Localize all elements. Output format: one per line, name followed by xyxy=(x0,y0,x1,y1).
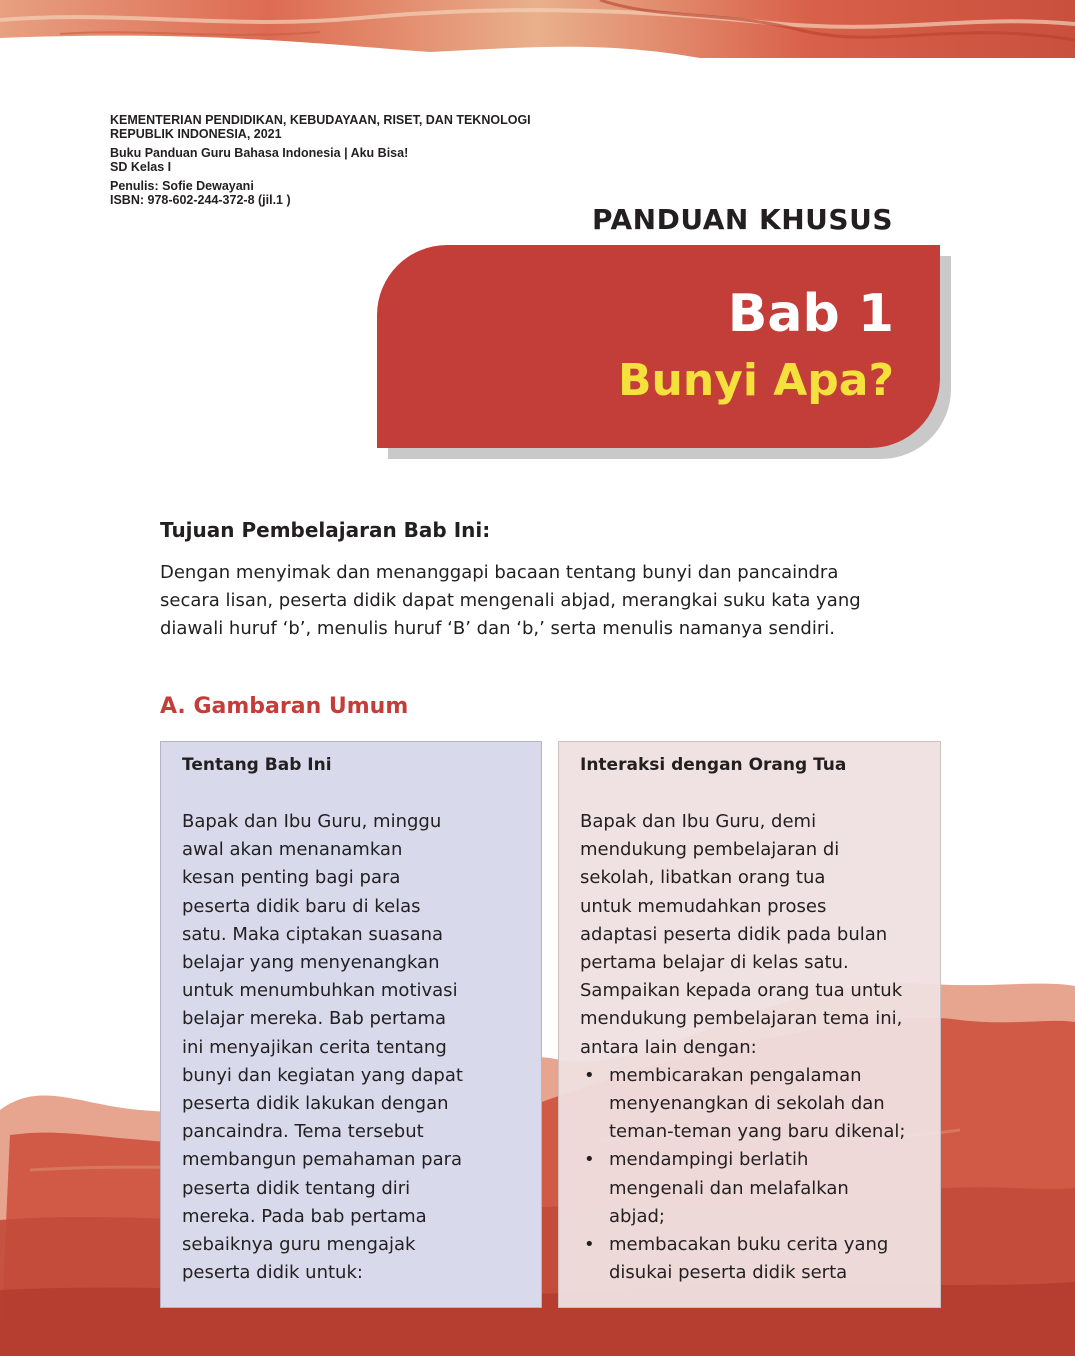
about-chapter-text xyxy=(182,808,463,1287)
learning-objectives-heading: Tujuan Pembelajaran Bab Ini: xyxy=(160,518,491,542)
parent-interaction-box xyxy=(558,741,941,1308)
text-line: adaptasi peserta didik pada bulan xyxy=(580,923,888,945)
parent-interaction-title: Interaksi dengan Orang Tua xyxy=(580,755,847,775)
chapter-title: Bunyi Apa? xyxy=(617,355,894,406)
top-decorative-band xyxy=(0,0,1075,58)
text-line: pancaindra. Tema tersebut xyxy=(182,1121,424,1143)
text-line: belajar mereka. Bab pertama xyxy=(182,1008,447,1030)
publication-info xyxy=(110,113,670,212)
guide-type-heading: PANDUAN KHUSUS xyxy=(592,203,893,236)
text-line: Bapak dan Ibu Guru, demi xyxy=(580,811,817,832)
objective-line: secara lisan, peserta didik dapat mengenali abjad, merangkai suku kata yang xyxy=(160,590,861,611)
text-line: abjad; xyxy=(609,1205,665,1227)
text-line: peserta didik untuk: xyxy=(182,1262,363,1284)
text-line: mendampingi berlatih xyxy=(609,1149,809,1171)
learning-objectives-text xyxy=(160,559,940,643)
text-line: mendukung pembelajaran di xyxy=(580,839,840,861)
text-line: pertama belajar di kelas satu. xyxy=(580,952,849,974)
text-line: membacakan buku cerita yang xyxy=(609,1234,889,1256)
publisher-line-1: KEMENTERIAN PENDIDIKAN, KEBUDAYAAN, RISET, DAN TEKNOLOGI xyxy=(110,113,531,127)
bullet-icon: • xyxy=(584,1064,595,1086)
text-line: membicarakan pengalaman xyxy=(609,1064,862,1086)
text-line: ini menyajikan cerita tentang xyxy=(182,1036,447,1058)
text-line: teman-teman yang baru dikenal; xyxy=(609,1121,906,1143)
text-line: sebaiknya guru mengajak xyxy=(182,1234,416,1256)
text-line: menyenangkan di sekolah dan xyxy=(609,1093,885,1115)
grade-level: SD Kelas I xyxy=(110,160,172,174)
objective-line: Dengan menyimak dan menanggapi bacaan tentang bunyi dan pancaindra xyxy=(160,562,839,583)
section-a-heading: A. Gambaran Umum xyxy=(160,694,409,719)
text-line: peserta didik baru di kelas xyxy=(182,895,421,917)
bullet-icon: • xyxy=(584,1149,595,1171)
author: Penulis: Sofie Dewayani xyxy=(110,179,254,193)
bullet-item xyxy=(580,1062,905,1147)
book-title: Buku Panduan Guru Bahasa Indonesia | Aku Bisa! xyxy=(110,146,409,160)
objective-line: diawali huruf ‘b’, menulis huruf ‘B’ dan ‘b,’ serta menulis namanya sendiri. xyxy=(160,618,835,639)
chapter-banner xyxy=(377,245,940,448)
text-line: Sampaikan kepada orang tua untuk xyxy=(580,980,903,1002)
bullet-item xyxy=(580,1231,905,1287)
text-line: mereka. Pada bab pertama xyxy=(182,1205,427,1227)
chapter-number: Bab 1 xyxy=(727,284,894,344)
text-line: Bapak dan Ibu Guru, minggu xyxy=(182,811,442,832)
about-chapter-box xyxy=(160,741,542,1308)
text-line: peserta didik tentang diri xyxy=(182,1177,411,1199)
about-chapter-title: Tentang Bab Ini xyxy=(182,755,332,775)
text-line: mengenali dan melafalkan xyxy=(609,1177,849,1199)
text-line: antara lain dengan: xyxy=(580,1036,757,1058)
text-line: untuk menumbuhkan motivasi xyxy=(182,980,458,1002)
text-line: disukai peserta didik serta xyxy=(609,1262,848,1284)
text-line: untuk memudahkan proses xyxy=(580,895,827,917)
text-line: kesan penting bagi para xyxy=(182,867,401,889)
text-line: satu. Maka ciptakan suasana xyxy=(182,923,444,945)
isbn: ISBN: 978-602-244-372-8 (jil.1 ) xyxy=(110,193,291,207)
text-line: belajar yang menyenangkan xyxy=(182,952,440,974)
text-line: bunyi dan kegiatan yang dapat xyxy=(182,1064,463,1086)
text-line: awal akan menanamkan xyxy=(182,839,403,861)
bullet-item xyxy=(580,1146,905,1231)
text-line: mendukung pembelajaran tema ini, xyxy=(580,1008,903,1030)
bullet-icon: • xyxy=(584,1234,595,1256)
parent-interaction-text xyxy=(580,808,905,1287)
publisher-line-2: REPUBLIK INDONESIA, 2021 xyxy=(110,127,282,141)
text-line: membangun pemahaman para xyxy=(182,1149,463,1171)
text-line: peserta didik lakukan dengan xyxy=(182,1093,449,1115)
text-line: sekolah, libatkan orang tua xyxy=(580,867,826,889)
